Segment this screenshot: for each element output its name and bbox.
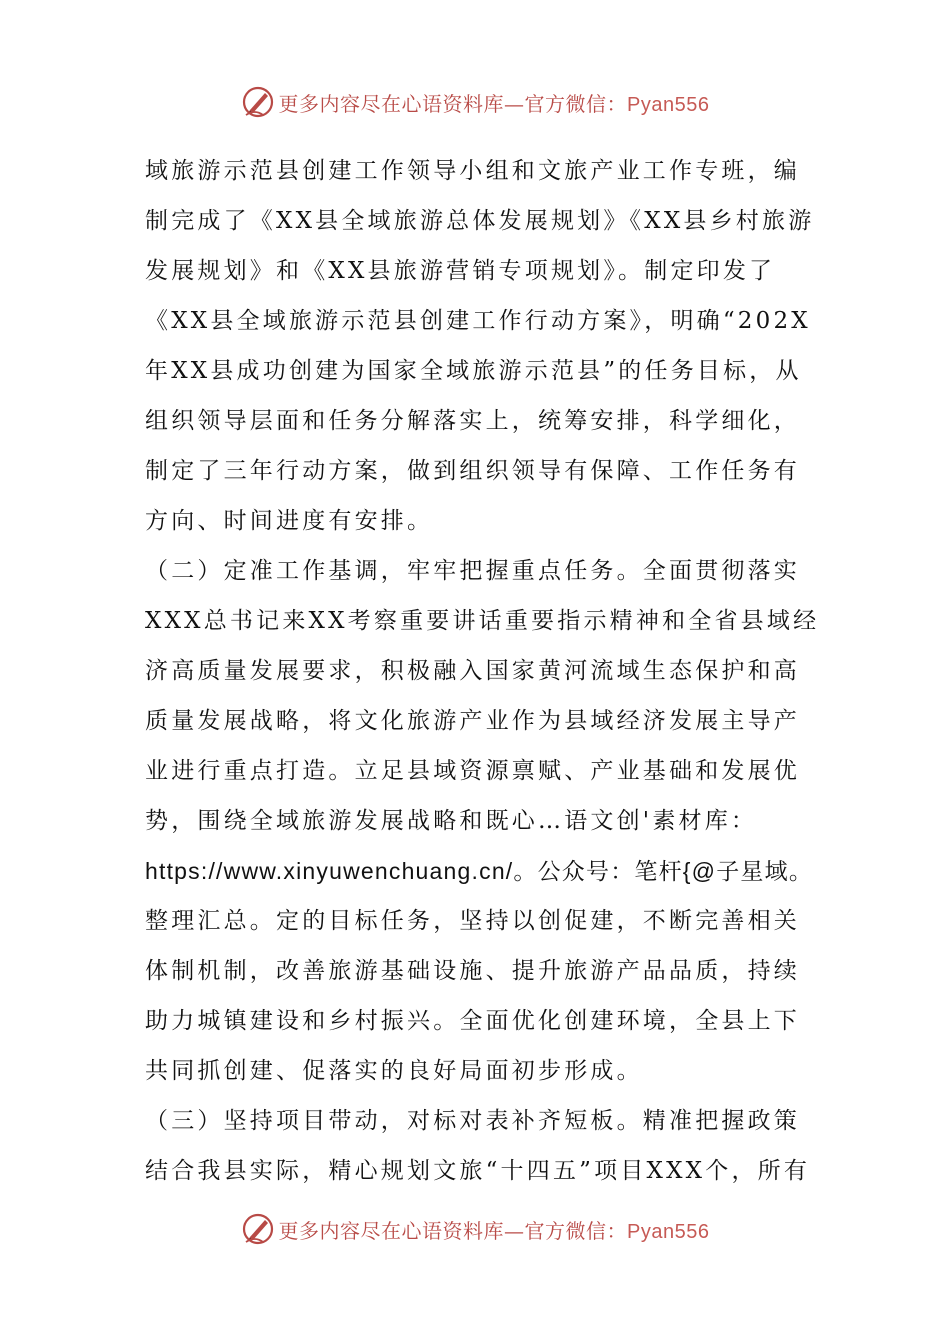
body-line: 发展规划》和《XX县旅游营销专项规划》。制定印发了: [145, 258, 776, 284]
body-line: XXX总书记来XX考察重要讲话重要指示精神和全省县域经: [145, 608, 820, 634]
body-line: 组织领导层面和任务分解落实上，统筹安排，科学细化，: [145, 408, 800, 434]
pen-logo-icon: [241, 1212, 275, 1246]
header-banner-text: 更多内容尽在心语资料库—官方微信：Pyan556: [278, 91, 710, 116]
body-line: 业进行重点打造。立足县域资源禀赋、产业基础和发展优: [145, 758, 800, 784]
body-line: 体制机制，改善旅游基础设施、提升旅游产品品质，持续: [145, 958, 800, 984]
pen-logo-icon: [241, 85, 275, 119]
footer-banner-text: 更多内容尽在心语资料库—官方微信：Pyan556: [278, 1218, 710, 1243]
document-body: [145, 146, 825, 1196]
url-line: https://www.xinyuwenchuang.cn/。公众号：笔杆{@子星域。: [145, 858, 814, 884]
header-watermark-banner: [0, 82, 950, 122]
body-line: 《XX县全域旅游示范县创建工作行动方案》，明确“202X: [145, 308, 811, 334]
body-line: 制完成了《XX县全域旅游总体发展规划》《XX县乡村旅游: [145, 208, 815, 234]
section-heading-line: （三）坚持项目带动，对标对表补齐短板。精准把握政策: [145, 1108, 800, 1134]
section-heading-line: （二）定准工作基调，牢牢把握重点任务。全面贯彻落实: [145, 558, 800, 584]
body-line: 质量发展战略，将文化旅游产业作为县域经济发展主导产: [145, 708, 800, 734]
body-line: 结合我县实际，精心规划文旅“十四五”项目XXX个，所有: [145, 1158, 811, 1184]
body-line: 整理汇总。定的目标任务，坚持以创促建，不断完善相关: [145, 908, 800, 934]
body-line: 共同抓创建、促落实的良好局面初步形成。: [145, 1058, 643, 1084]
body-line: 制定了三年行动方案，做到组织领导有保障、工作任务有: [145, 458, 800, 484]
body-line: 助力城镇建设和乡村振兴。全面优化创建环境，全县上下: [145, 1008, 800, 1034]
footer-watermark-banner: [0, 1209, 950, 1249]
body-line: 年XX县成功创建为国家全域旅游示范县”的任务目标，从: [145, 358, 802, 384]
body-line: 势，围绕全域旅游发展战略和既心…语文创'素材库：: [145, 808, 758, 834]
body-line: 济高质量发展要求，积极融入国家黄河流域生态保护和高: [145, 658, 800, 684]
body-line: 方向、时间进度有安排。: [145, 508, 434, 534]
body-line: 域旅游示范县创建工作领导小组和文旅产业工作专班，编: [145, 158, 800, 184]
